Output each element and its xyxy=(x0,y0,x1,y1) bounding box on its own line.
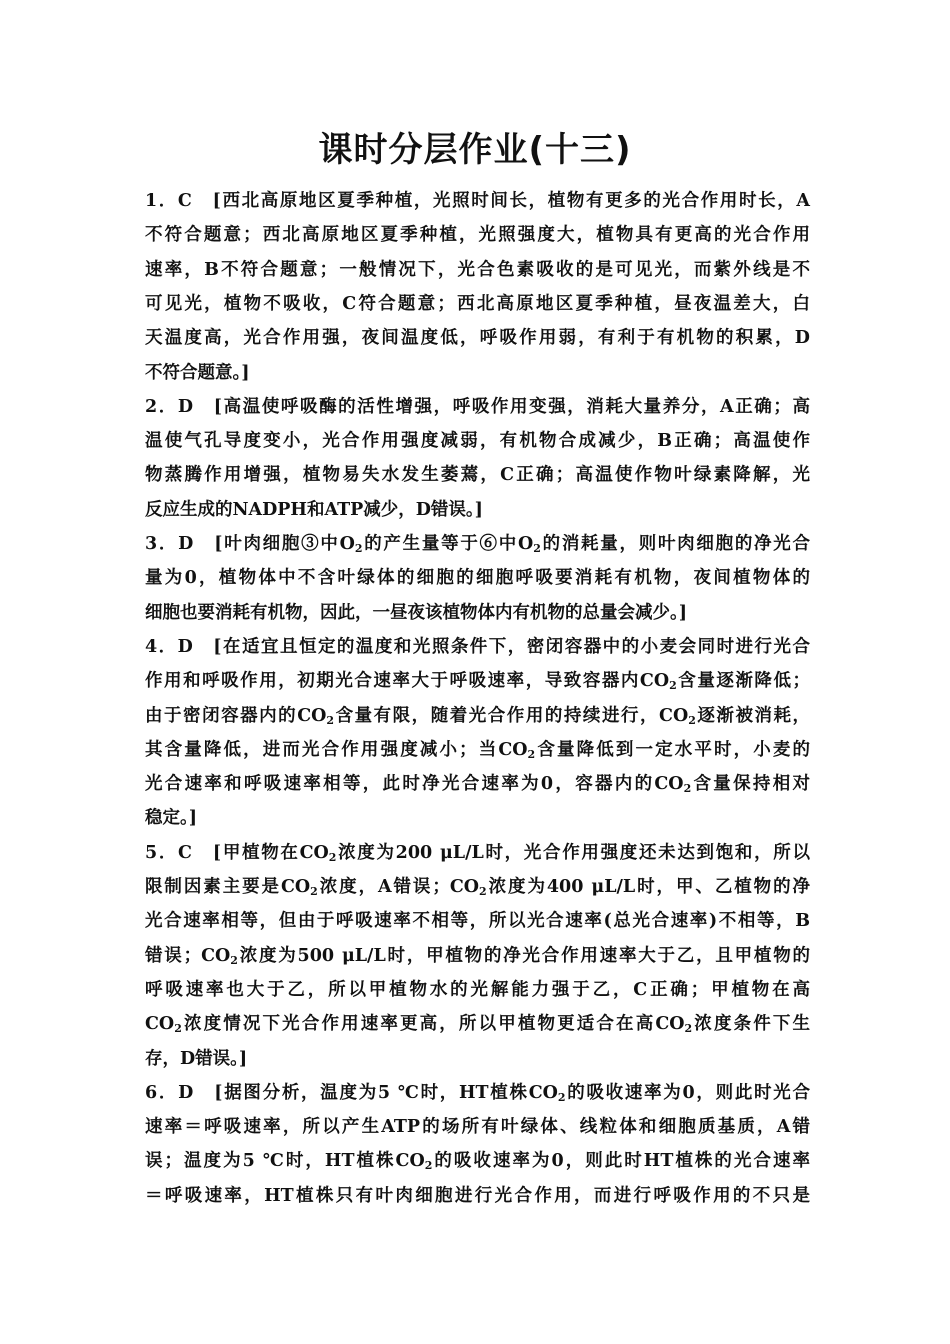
text-line: 稳定。] xyxy=(145,808,198,829)
text-line: 1．C [西北高原地区夏季种植，光照时间长，植物有更多的光合作用时长，A xyxy=(145,191,810,211)
text-line: 光合速率相等，但由于呼吸速率不相等，所以光合速率(总光合速率)不相等，B xyxy=(145,911,810,932)
text-line: 作用和呼吸作用，初期光合速率大于呼吸速率，导致容器内$CO_2$含量逐渐降低； xyxy=(145,671,810,693)
text-line: 反应生成的NADPH和ATP减少，D错误。] xyxy=(145,499,483,520)
text-line: 由于密闭容器内的$CO_2$含量有限，随着光合作用的持续进行，$CO_2$逐渐被消耗， xyxy=(145,705,811,727)
text-line: 呼吸速率也大于乙，所以甲植物水的光解能力强于乙，C正确；甲植物在高 xyxy=(145,979,810,1000)
text-line: 速率，B不符合题意；一般情况下，光合色素吸收的是可见光，而紫外线是不 xyxy=(145,259,810,280)
text-line: 可见光，植物不吸收，C符合题意；西北高原地区夏季种植，昼夜温差大，白 xyxy=(145,293,810,314)
text-line: 错误；$CO_2$浓度为500 μL/L时，甲植物的净光合作用速率大于乙，且甲植物的 xyxy=(145,945,810,967)
text-line: 光合速率和呼吸速率相等，此时净光合速率为0，容器内的$CO_2$含量保持相对 xyxy=(145,774,810,796)
text-line: 2．D [高温使呼吸酶的活性增强，呼吸作用变强，消耗大量养分，A正确；高 xyxy=(145,396,810,417)
text-line: 速率＝呼吸速率，所以产生ATP的场所有叶绿体、线粒体和细胞质基质，A错 xyxy=(145,1117,810,1138)
text-line: 6．D [据图分析，温度为5 ℃时，HT植株$CO_2$的吸收速率为0，则此时光合 xyxy=(145,1082,810,1104)
text-line: 其含量降低，进而光合作用强度减小；当$CO_2$含量降低到一定水平时，小麦的 xyxy=(145,739,811,761)
text-line: 误；温度为5 ℃时，HT植株$CO_2$的吸收速率为0，则此时HT植株的光合速率 xyxy=(145,1151,810,1173)
text-line: 量为0，植物体中不含叶绿体的细胞的细胞呼吸要消耗有机物，夜间植物体的 xyxy=(145,568,810,589)
text-line: ＝呼吸速率，HT植株只有叶肉细胞进行光合作用，而进行呼吸作用的不只是 xyxy=(145,1185,810,1206)
text-line: 温使气孔导度变小，光合作用强度减弱，有机物合成减少，B正确；高温使作 xyxy=(145,431,810,452)
text-line: $CO_2$浓度情况下光合作用速率更高，所以甲植物更适合在高$CO_2$浓度条件下生 xyxy=(145,1014,811,1036)
text-line: 5．C [甲植物在$CO_2$浓度为200 μL/L时，光合作用强度还未达到饱和，所以 xyxy=(145,842,810,864)
text-line: 存，D错误。] xyxy=(145,1048,248,1069)
text-line: 不符合题意。] xyxy=(145,362,250,383)
text-line: 不符合题意；西北高原地区夏季种植，光照强度大，植物具有更高的光合作用 xyxy=(145,225,810,246)
text-line: 细胞也要消耗有机物，因此，一昼夜该植物体内有机物的总量会减少。] xyxy=(145,602,688,623)
text-line: 天温度高，光合作用强，夜间温度低，呼吸作用弱，有利于有机物的积累，D xyxy=(145,328,810,349)
page-title: 课时分层作业(十三) xyxy=(318,130,632,170)
text-line: 物蒸腾作用增强，植物易失水发生萎蔫，C正确；高温使作物叶绿素降解，光 xyxy=(145,465,810,486)
text-line: 4．D [在适宜且恒定的温度和光照条件下，密闭容器中的小麦会同时进行光合 xyxy=(145,636,810,657)
text-line: 3．D [叶肉细胞③中$O_2$的产生量等于⑥中$O_2$的消耗量，则叶肉细胞的净光合 xyxy=(145,534,810,555)
text-line: 限制因素主要是$CO_2$浓度，A错误；$CO_2$浓度为400 μL/L时，甲、乙植物的净 xyxy=(145,877,811,898)
